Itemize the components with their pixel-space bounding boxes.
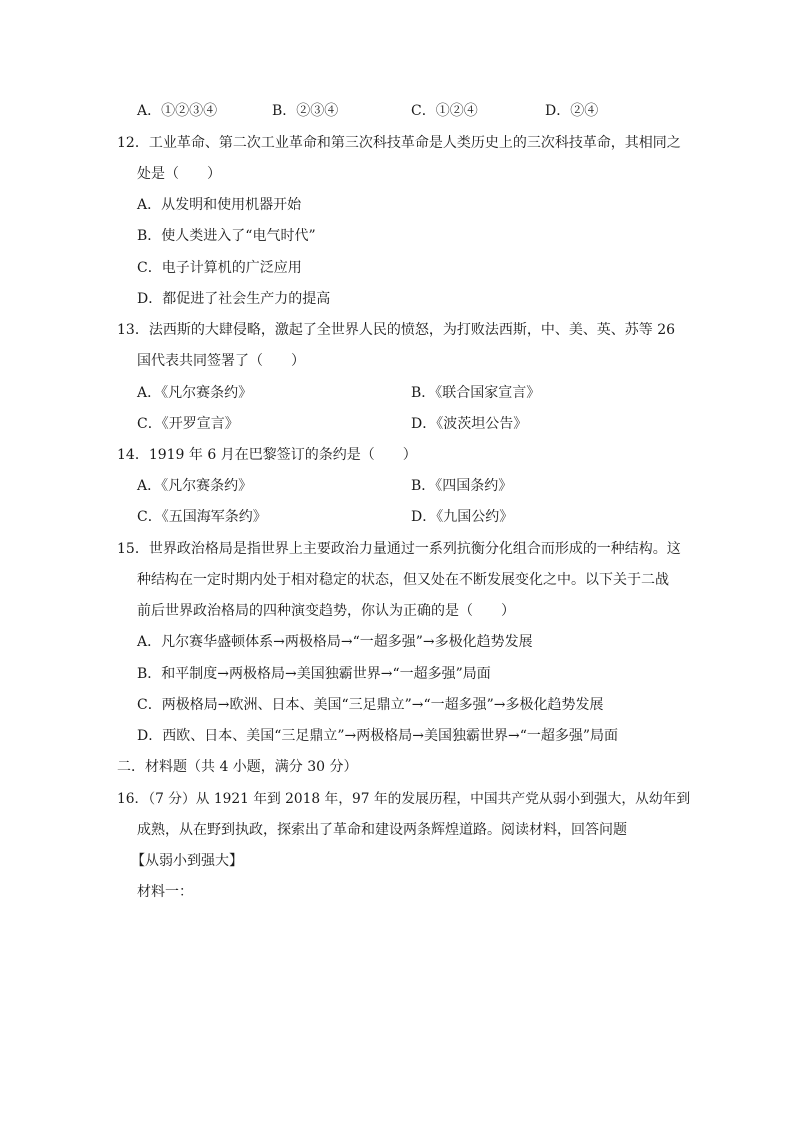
q13-option-d: D．《波茨坦公告》 xyxy=(411,416,528,432)
q12-option-b: B．使人类进入了“电气时代” xyxy=(137,228,316,244)
q11-option-d: D．②④ xyxy=(545,103,599,119)
q13-stem-line1: 13．法西斯的大肆侵略，激起了全世界人民的愤怒，为打败法西斯，中、美、英、苏等 26 xyxy=(117,322,676,338)
q12-option-a: A．从发明和使用机器开始 xyxy=(137,197,302,213)
q11-option-c: C．①②④ xyxy=(411,103,478,119)
q15-option-a: A．凡尔赛华盛顿体系→两极格局→“一超多强”→多极化趋势发展 xyxy=(137,634,533,650)
q16-stem-line1: 16．（7 分）从 1921 年到 2018 年，97 年的发展历程，中国共产党从弱小到强大，从幼年到 xyxy=(117,791,691,807)
q16-subheading: 【从弱小到强大】 xyxy=(131,853,243,869)
q15-option-c: C．两极格局→欧洲、日本、美国“三足鼎立”→“一超多强”→多极化趋势发展 xyxy=(137,697,604,713)
q13-stem-line2: 国代表共同签署了（ ） xyxy=(137,353,305,369)
q12-stem-line2: 处是（ ） xyxy=(137,166,221,182)
q13-option-b: B．《联合国家宣言》 xyxy=(411,385,541,401)
q11-option-b: B．②③④ xyxy=(272,103,339,119)
q15-option-b: B．和平制度→两极格局→美国独霸世界→“一超多强”局面 xyxy=(137,666,491,682)
q13-option-c: C．《开罗宣言》 xyxy=(137,416,239,432)
q14-option-a: A．《凡尔赛条约》 xyxy=(137,478,253,494)
q16-stem-line2: 成熟，从在野到执政，探索出了革命和建设两条辉煌道路。阅读材料，回答问题 xyxy=(137,822,627,838)
q12-stem-line1: 12．工业革命、第二次工业革命和第三次科技革命是人类历史上的三次科技革命，其相同之 xyxy=(117,135,681,151)
q16-material-label: 材料一： xyxy=(137,884,193,900)
q15-stem-line1: 15．世界政治格局是指世界上主要政治力量通过一系列抗衡分化组合而形成的一种结构。这 xyxy=(117,541,681,557)
q15-stem-line3: 前后世界政治格局的四种演变趋势，你认为正确的是（ ） xyxy=(137,603,515,619)
q12-option-c: C．电子计算机的广泛应用 xyxy=(137,260,302,276)
q15-stem-line2: 种结构在一定时期内处于相对稳定的状态，但又处在不断发展变化之中。以下关于二战 xyxy=(137,572,669,588)
q11-option-a: A．①②③④ xyxy=(137,103,218,119)
q14-option-b: B．《四国条约》 xyxy=(411,478,513,494)
q13-option-a: A．《凡尔赛条约》 xyxy=(137,385,253,401)
q15-option-d: D．西欧、日本、美国“三足鼎立”→两极格局→美国独霸世界→“一超多强”局面 xyxy=(137,728,619,744)
q14-option-c: C．《五国海军条约》 xyxy=(137,509,267,525)
q14-option-d: D．《九国公约》 xyxy=(411,509,514,525)
section2-heading: 二．材料题（共 4 小题，满分 30 分） xyxy=(117,759,358,775)
q14-stem-line1: 14．1919 年 6 月在巴黎签订的条约是（ ） xyxy=(117,447,417,463)
q12-option-d: D．都促进了社会生产力的提高 xyxy=(137,291,331,307)
